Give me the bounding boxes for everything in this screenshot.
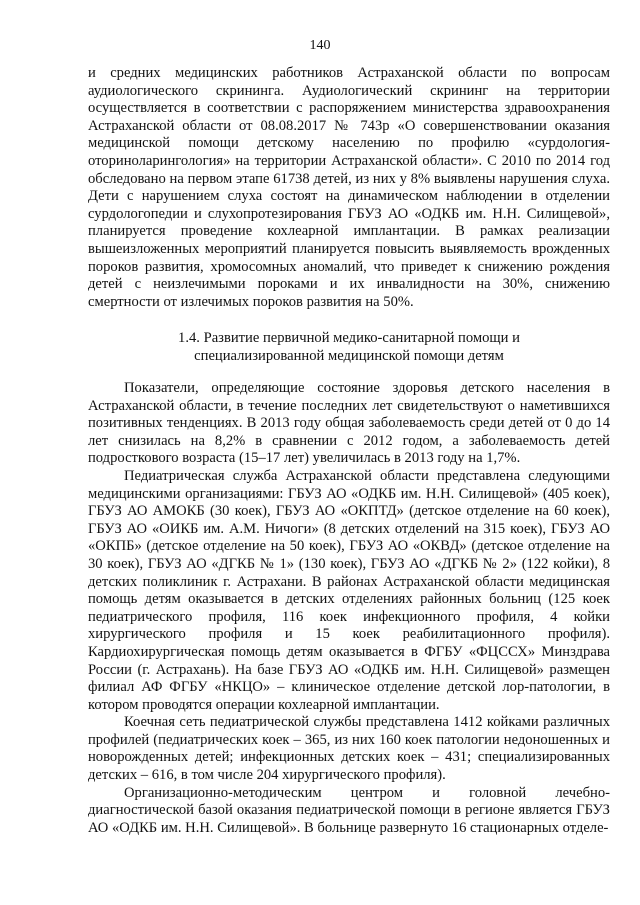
section-heading-line-2: специализированной медицинской помощи детям	[194, 348, 504, 364]
page-number: 140	[309, 38, 331, 53]
paragraph-methodical-center: Организационно-методическим центром и головной лечебно-диагностической базой оказания педиатрической помощи в регионе является ГБУЗ АО «ОДКБ им. Н.Н. Силищевой». В больнице развернуто 16 стационарных отделе-	[88, 784, 610, 836]
paragraph-health-indicators: Показатели, определяющие состояние здоровья детского населения в Астраханской области, в течение последних лет свидетельствуют о наметившихся позитивных тенденциях. В 2013 году общая заболеваемость среди детей от 0 до 14 лет снизилась на 8,2% в сравнении с 2012 годом, а заболеваемость детей подросткового возраста (15–17 лет) увеличилась в 2013 году на 1,7%.	[88, 380, 610, 467]
intro-paragraph: и средних медицинских работников Астраханской области по вопросам аудиологического скрининга. Аудиологический скрининг на территории осуществляется в соответствии с распоряжением министерства здравоохранения Астраханской области от 08.08.2017 № 743р «О совершенствовании оказания медицинской помощи детскому населению по профилю «сурдология-оториноларингология» на территории Астраханской области». С 2010 по 2014 год обследовано на первом этапе 61738 детей, из них у 8% выявлены нарушения слуха. Дети с нарушением слуха состоят на динамическом наблюдении в отделении сурдологопедии и слухопротезирования ГБУЗ АО «ОДКБ им. Н.Н. Силищевой», планируется проведение кохлеарной имплантации. В рамках реализации вышеизложенных мероприятий планируется повысить выявляемость врожденных пороков развития, хромосомных аномалий, что приведет к снижению рождения детей с неизлечимыми пороками и их инвалидности на 30%, снижению смертности от излечимых пороков развития на 50%.	[88, 65, 610, 310]
paragraph-bed-network: Коечная сеть педиатрической службы представлена 1412 койками различных профилей (педиатрических коек – 365, из них 160 коек патологии недоношенных и новорожденных детей; инфекционных детских коек – 431; специализированных детских – 616, в том числе 204 хирургического профиля).	[88, 714, 610, 784]
section-heading	[88, 329, 610, 365]
section-heading-line-1: 1.4. Развитие первичной медико-санитарной помощи и	[178, 330, 520, 346]
intro-text-block	[88, 65, 610, 311]
section-body	[88, 380, 610, 837]
paragraph-pediatric-service: Педиатрическая служба Астраханской области представлена следующими медицинскими организациями: ГБУЗ АО «ОДКБ им. Н.Н. Силищевой» (405 коек), ГБУЗ АО АМОКБ (30 коек), ГБУЗ АО «ОКПТД» (детское отделение на 60 коек), ГБУЗ АО «ОИКБ им. А.М. Ничоги» (8 детских отделений на 315 коек), ГБУЗ АО «ОКПБ» (детское отделение на 50 коек), ГБУЗ АО «ОКВД» (детское отделение на 30 коек), ГБУЗ АО «ДГКБ № 1» (130 коек), ГБУЗ АО «ДГКБ № 2» (122 койки), 8 детских поликлиник г. Астрахани. В районах Астраханской области медицинская помощь детям оказывается в детских отделениях районных больниц (125 коек педиатрического профиля, 116 коек инфекционного профиля, 4 койки хирургического профиля и 15 коек реабилитационного профиля). Кардиохирургическая помощь детям оказывается в ФГБУ «ФЦССХ» Минздрава России (г. Астрахань). На базе ГБУЗ АО «ОДКБ им. Н.Н. Силищевой» размещен филиал АФ ФГБУ «НКЦО» – клиническое отделение детской лор-патологии, в котором проводятся операции кохлеарной имплантации.	[88, 467, 610, 713]
